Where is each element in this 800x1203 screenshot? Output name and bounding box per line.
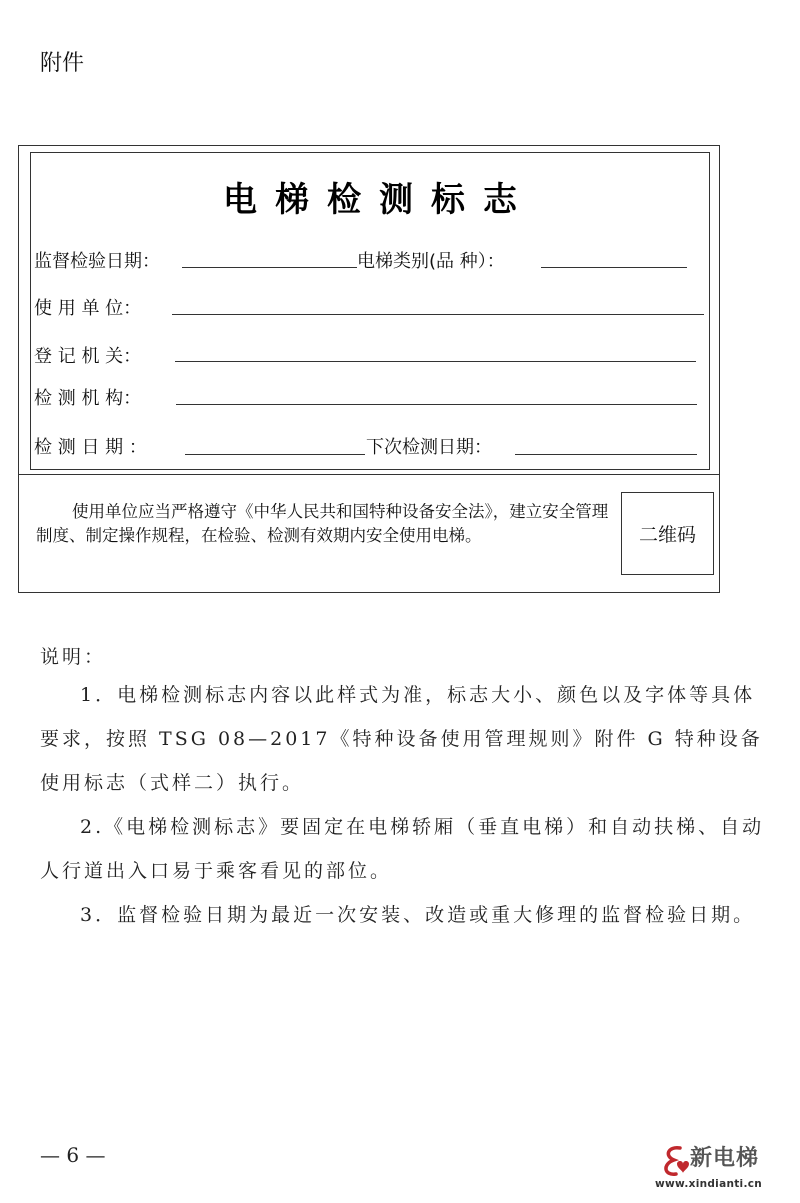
test-date-label: 检 测 日 期 ： bbox=[34, 437, 147, 458]
watermark-url: www.xindianti.cn bbox=[655, 1178, 763, 1190]
attachment-label: 附件 bbox=[40, 51, 85, 76]
supervision-date-field[interactable] bbox=[182, 267, 357, 268]
next-test-date-field[interactable] bbox=[515, 454, 697, 455]
elevator-category-field[interactable] bbox=[541, 267, 687, 268]
user-unit-label: 使 用 单 位： bbox=[34, 298, 142, 319]
note-item-text: 2.《电梯检测标志》要固定在电梯轿厢（垂直电梯）和自动扶梯、自动人行道出入口易于乘客看见的部位。 bbox=[40, 816, 765, 882]
watermark-name: 新电梯 bbox=[690, 1146, 760, 1171]
registration-authority-field[interactable] bbox=[175, 361, 696, 362]
note-item-text: 3．监督检验日期为最近一次安装、改造或重大修理的监督检验日期。 bbox=[80, 904, 756, 926]
note-item-2 bbox=[40, 805, 776, 893]
registration-authority-label: 登 记 机 关： bbox=[34, 346, 142, 367]
user-unit-field[interactable] bbox=[172, 314, 704, 315]
sign-notice-text: 使用单位应当严格遵守《中华人民共和国特种设备安全法》，建立安全管理制度、制定操作规程，在检验、检测有效期内安全使用电梯。 bbox=[36, 502, 609, 545]
watermark-logo-icon bbox=[658, 1144, 690, 1178]
testing-institution-label: 检 测 机 构： bbox=[34, 388, 142, 409]
note-item-3 bbox=[40, 893, 776, 937]
qr-code-placeholder bbox=[621, 492, 714, 575]
test-date-field[interactable] bbox=[185, 454, 365, 455]
note-item-1 bbox=[40, 673, 776, 805]
elevator-category-label: 电梯类别(品 种）： bbox=[357, 251, 505, 272]
testing-institution-field[interactable] bbox=[176, 404, 697, 405]
next-test-date-label: 下次检测日期： bbox=[366, 437, 492, 458]
sign-notice bbox=[36, 500, 618, 548]
notes-heading: 说明： bbox=[40, 646, 107, 668]
note-item-text: 1．电梯检测标志内容以此样式为准，标志大小、颜色以及字体等具体要求，按照 TSG 08—2017《特种设备使用管理规则》附件 G 特种设备使用标志（式样二）执行。 bbox=[40, 684, 763, 794]
page-number: — 6 — bbox=[40, 1143, 106, 1167]
sign-title: 电梯检测标志 bbox=[223, 180, 535, 220]
supervision-date-label: 监督检验日期： bbox=[34, 251, 160, 272]
qr-code-label: 二维码 bbox=[638, 524, 696, 546]
sign-divider bbox=[18, 474, 720, 475]
